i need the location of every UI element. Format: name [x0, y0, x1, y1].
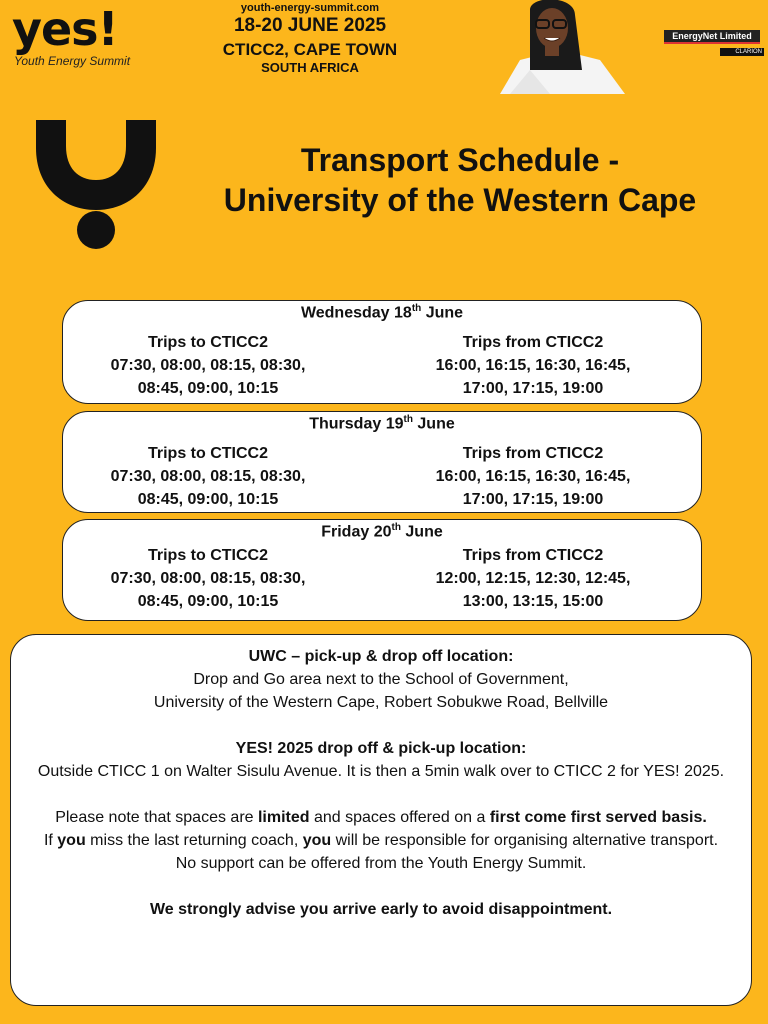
yes-text: Outside CTICC 1 on Walter Sisulu Avenue. It is then a 5min walk over to CTICC 2 for YES! 2025.	[37, 763, 725, 780]
trips-to-times: 07:30, 08:00, 08:15, 08:30,	[110, 468, 306, 485]
trips-from-times: 12:00, 12:15, 12:30, 12:45,	[435, 570, 631, 587]
trips-from-times: 17:00, 17:15, 19:00	[462, 491, 604, 508]
trips-from-column	[398, 442, 668, 511]
trips-from-times: 16:00, 16:15, 16:30, 16:45,	[435, 357, 631, 374]
yes-y-logo-icon	[30, 116, 162, 250]
trips-to-times: 08:45, 09:00, 10:15	[137, 491, 279, 508]
trips-to-column	[73, 442, 343, 511]
uwc-line1: Drop and Go area next to the School of Government,	[193, 671, 569, 688]
trips-from-times: 16:00, 16:15, 16:30, 16:45,	[435, 468, 631, 485]
trips-to-label: Trips to CTICC2	[147, 445, 268, 462]
day-card-wednesday	[62, 300, 702, 404]
sponsor-partner: CLARION	[720, 48, 764, 56]
uwc-heading: UWC – pick-up & drop off location:	[248, 648, 514, 665]
trips-to-times: 07:30, 08:00, 08:15, 08:30,	[110, 570, 306, 587]
trips-from-times: 17:00, 17:15, 19:00	[462, 380, 604, 397]
event-dates: 18-20 JUNE 2025	[233, 15, 387, 36]
trips-to-times: 07:30, 08:00, 08:15, 08:30,	[110, 357, 306, 374]
title-line1: Transport Schedule -	[300, 142, 620, 178]
trips-from-times: 13:00, 13:15, 15:00	[462, 593, 604, 610]
sponsor-logo	[664, 30, 760, 64]
page-title	[160, 140, 760, 220]
day-card-friday	[62, 519, 702, 621]
limited-note: Please note that spaces are limited and spaces offered on a first come first served basis.	[55, 809, 707, 826]
logo-subtitle: Youth Energy Summit	[14, 54, 131, 68]
day-title: Friday 20th June	[321, 522, 443, 541]
event-venue: CTICC2, CAPE TOWN	[222, 40, 398, 59]
trips-to-column	[73, 331, 343, 400]
trips-to-label: Trips to CTICC2	[147, 334, 268, 351]
trips-from-label: Trips from CTICC2	[462, 445, 604, 462]
event-country: SOUTH AFRICA	[261, 60, 359, 75]
trips-to-column	[73, 544, 343, 613]
support-note: No support can be offered from the Youth Energy Summit.	[175, 855, 587, 872]
uwc-line2: University of the Western Cape, Robert Sobukwe Road, Bellville	[153, 694, 609, 711]
info-box	[10, 634, 752, 1006]
website-url: youth-energy-summit.com	[240, 2, 380, 14]
trips-from-label: Trips from CTICC2	[462, 334, 604, 351]
advise-note: We strongly advise you arrive early to avoid disappointment.	[149, 901, 613, 918]
yes-logo: yes!	[12, 2, 118, 56]
day-card-thursday	[62, 411, 702, 513]
sponsor-name: EnergyNet Limited	[664, 30, 760, 44]
day-title: Thursday 19th June	[309, 414, 455, 433]
trips-from-column	[398, 544, 668, 613]
trips-from-label: Trips from CTICC2	[462, 547, 604, 564]
miss-coach-note: If you miss the last returning coach, you will be responsible for organising alternative transport.	[43, 832, 719, 849]
woman-photo-icon	[490, 0, 630, 94]
yes-heading: YES! 2025 drop off & pick-up location:	[235, 740, 527, 757]
trips-to-times: 08:45, 09:00, 10:15	[137, 380, 279, 397]
trips-to-label: Trips to CTICC2	[147, 547, 268, 564]
day-title: Wednesday 18th June	[300, 303, 464, 322]
title-line2: University of the Western Cape	[223, 182, 697, 218]
trips-to-times: 08:45, 09:00, 10:15	[137, 593, 279, 610]
trips-from-column	[398, 331, 668, 400]
